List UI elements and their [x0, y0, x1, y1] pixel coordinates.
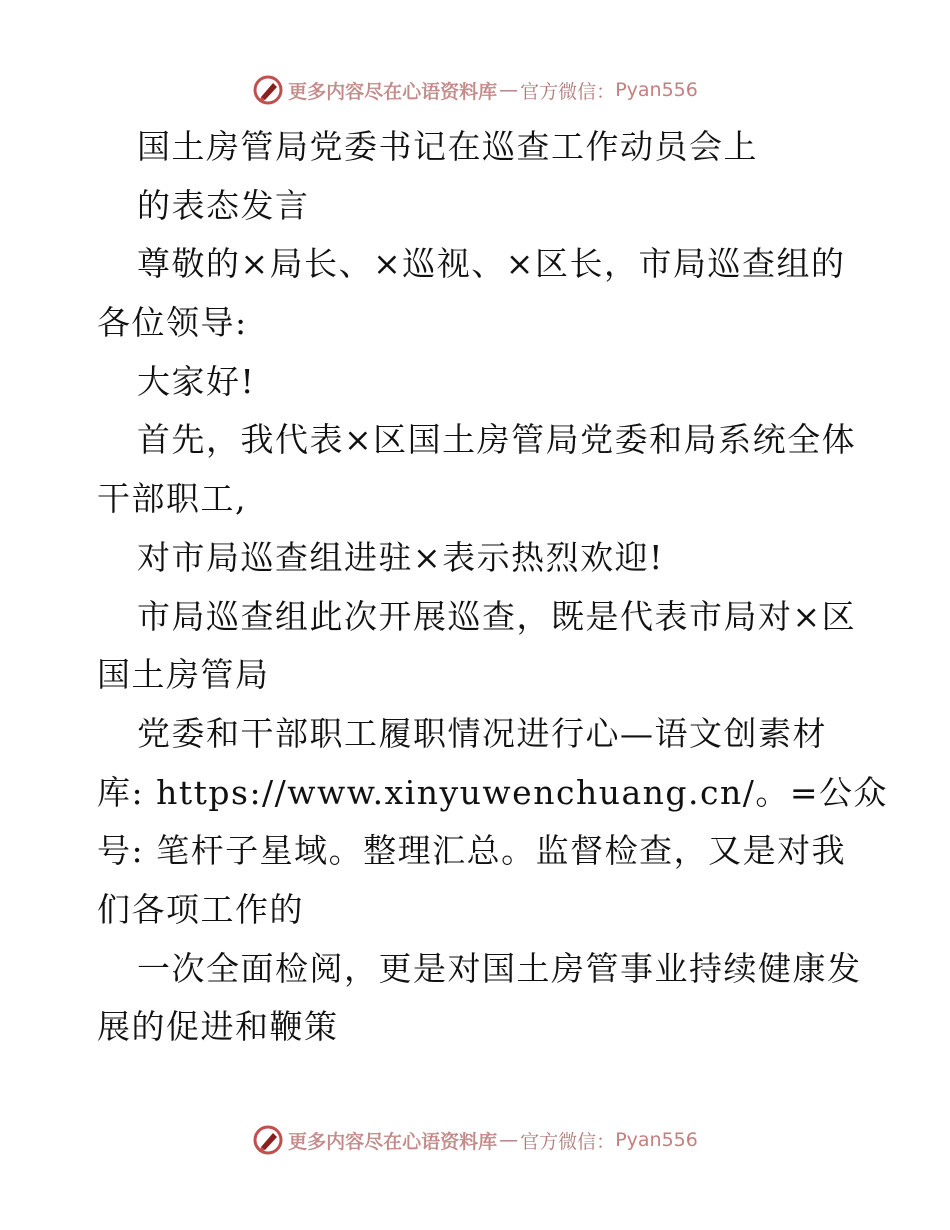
body-line: 国土房管局 [97, 655, 270, 695]
body-line: 党委和干部职工履职情况进行心—语文创素材 [137, 713, 827, 753]
body-line: 首先，我代表×区国土房管局党委和局系统全体 [137, 420, 857, 460]
watermark-site-text: 更多内容尽在心语资料库 [288, 80, 498, 103]
body-line: 展的促进和鞭策 [97, 1007, 339, 1047]
footer-watermark [0, 1120, 950, 1160]
body-line: 们各项工作的 [97, 889, 304, 929]
watermark-wechat-label: 官方微信： [520, 80, 616, 103]
body-line: 干部职工, [97, 479, 247, 519]
body-line: 对市局巡查组进驻×表示热烈欢迎! [137, 537, 664, 577]
watermark-site-text: 更多内容尽在心语资料库 [288, 1130, 498, 1153]
header-watermark [0, 70, 950, 110]
pen-logo-icon [252, 1124, 284, 1156]
body-line: 各位领导: [97, 303, 248, 343]
title-line-2: 的表态发言 [137, 185, 310, 225]
body-line: 市局巡查组此次开展巡查，既是代表市局对×区 [137, 596, 857, 636]
body-line: 号: 笔杆子星域。整理汇总。监督检查，又是对我 [97, 831, 847, 871]
watermark-separator: — [499, 1129, 519, 1151]
body-line: 尊敬的×局长、×巡视、×区长，市局巡查组的 [137, 244, 846, 284]
document-body [97, 118, 888, 1057]
watermark-wechat-label: 官方微信： [520, 1130, 616, 1153]
body-line: 一次全面检阅，更是对国土房管事业持续健康发 [137, 948, 862, 988]
watermark-separator: — [499, 79, 519, 101]
pen-logo-icon [252, 74, 284, 106]
watermark-wechat-id: Pyan556 [615, 1129, 698, 1151]
body-line: 大家好! [137, 361, 256, 401]
watermark-wechat-id: Pyan556 [615, 79, 698, 101]
body-line: 库: https://www.xinyuwenchuang.cn/。=公众 [97, 772, 888, 812]
title-line-1: 国土房管局党委书记在巡查工作动员会上 [137, 127, 758, 166]
